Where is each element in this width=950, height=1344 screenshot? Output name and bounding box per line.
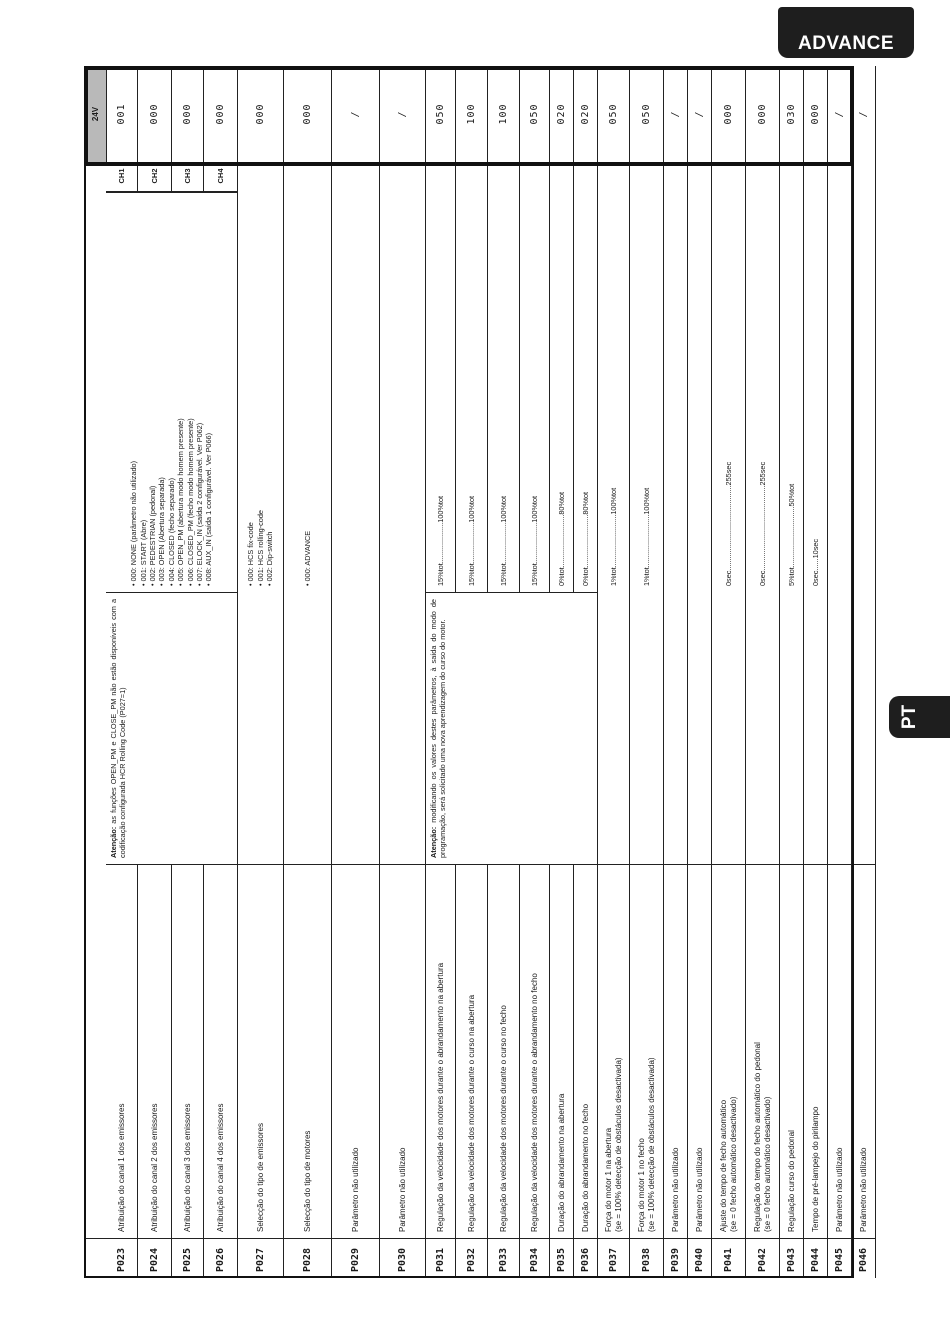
brand-name: ADVANCE: [797, 33, 895, 54]
channel-label: CH1: [106, 161, 137, 192]
table-row: [598, 66, 630, 1278]
option-line: • 000: NONE (parâmetro não utilizado): [129, 460, 139, 586]
option-line: • 007: ELOCK_IN (saída 2 configurável. Ver P062): [195, 422, 205, 586]
option-line: 15%tot....................100%tot: [529, 495, 539, 586]
option-line: 0%tot..........................80%tot: [556, 491, 566, 586]
parameter-description: [746, 864, 779, 1238]
table-row: [238, 66, 284, 1278]
parameter-code: P041: [712, 1238, 745, 1278]
note-label: Atenção:: [109, 826, 118, 858]
table-row: [746, 66, 780, 1278]
parameter-options: [488, 162, 519, 592]
parameter-code: P024: [138, 1238, 171, 1278]
default-value: 000: [810, 103, 821, 125]
option-line: • 000: HCS fix-code: [246, 522, 256, 586]
description-line: (se = 100% detecção de obstáculos desactivada): [613, 1057, 623, 1232]
table-row: [804, 66, 828, 1278]
parameter-code: P032: [456, 1238, 487, 1278]
option-line: 1%tot..........................100%tot: [608, 487, 618, 586]
description-line: (se = 0 fecho automático desactivado): [762, 1096, 772, 1232]
option-line: • 004: CLOSED (fecho separado): [166, 477, 176, 586]
default-value: 050: [608, 103, 619, 125]
table-row: [828, 66, 852, 1278]
parameter-description: [380, 864, 425, 1238]
parameter-options: [804, 162, 827, 592]
default-value: 000: [723, 103, 734, 125]
parameter-description: [574, 864, 597, 1238]
default-value: 020: [556, 103, 567, 125]
attention-note: [106, 592, 238, 864]
language-tab: [889, 696, 950, 738]
default-value: 100: [466, 103, 477, 125]
parameter-description: [456, 864, 487, 1238]
description-line: Selecção do tipo de motores: [302, 1130, 312, 1232]
language-label: PT: [899, 704, 920, 730]
table-row: [712, 66, 746, 1278]
option-line: 5%tot..............................50%tot: [786, 483, 796, 586]
option-line: 1%tot..........................100%tot: [641, 487, 651, 586]
parameter-code: P031: [426, 1238, 455, 1278]
parameter-description: [550, 864, 573, 1238]
parameter-options: [746, 162, 779, 592]
parameter-options: [780, 162, 803, 592]
parameter-options: [426, 162, 455, 592]
option-line: 15%tot....................100%tot: [498, 495, 508, 586]
description-line: Selecção do tipo de emissores: [255, 1123, 265, 1232]
parameter-code: P037: [598, 1238, 629, 1278]
parameter-options: [456, 162, 487, 592]
option-line: 15%tot....................100%tot: [466, 495, 476, 586]
option-line: • 002: PEDESTRIAN (pedonal): [147, 485, 157, 586]
table-row: [688, 66, 712, 1278]
parameter-code: P034: [520, 1238, 549, 1278]
option-line: 15%tot....................100%tot: [435, 495, 445, 586]
parameter-code: P043: [780, 1238, 803, 1278]
parameter-code: P039: [664, 1238, 687, 1278]
default-value: /: [350, 110, 361, 118]
default-value: 050: [435, 103, 446, 125]
parameter-code: P045: [828, 1238, 851, 1278]
table-row: [284, 66, 332, 1278]
description-line: Regulação da velocidade dos motores durante o curso no fecho: [498, 1005, 508, 1232]
description-line: Força do motor 1 na abertura: [603, 1127, 613, 1232]
channel-options: [106, 192, 238, 592]
table-row: [380, 66, 426, 1278]
parameter-code: P029: [332, 1238, 379, 1278]
parameter-description: [712, 864, 745, 1238]
table-row: [780, 66, 804, 1278]
parameter-description: [828, 864, 851, 1238]
option-line: 0sec..........................................255sec: [723, 461, 733, 586]
parameter-description: [520, 864, 549, 1238]
parameter-code: P044: [804, 1238, 827, 1278]
parameter-description: [630, 864, 663, 1238]
parameter-code: P033: [488, 1238, 519, 1278]
parameter-code: P042: [746, 1238, 779, 1278]
parameter-code: P038: [630, 1238, 663, 1278]
parameter-description: [332, 864, 379, 1238]
table-row: [332, 66, 380, 1278]
description-line: Duração do abrandamento na abertura: [556, 1093, 566, 1232]
option-line: • 000: ADVANCE: [302, 530, 312, 586]
parameter-description: [688, 864, 711, 1238]
description-line: Atribuição do canal 4 dos emissores: [215, 1103, 225, 1232]
parameter-code: P035: [550, 1238, 573, 1278]
default-value: 100: [498, 103, 509, 125]
default-value: 030: [786, 103, 797, 125]
parameter-description: [852, 864, 875, 1238]
description-line: Parâmetro não utilizado: [397, 1147, 407, 1232]
parameter-code: P036: [574, 1238, 597, 1278]
parameter-code: P026: [204, 1238, 237, 1278]
table-row: [852, 66, 876, 1278]
parameter-options: [712, 162, 745, 592]
channel-label: CH4: [204, 161, 237, 192]
note-text: as funções OPEN_PM e CLOSE_PM não estão disponíveis com a codificação configurada HCR Rolling Code (P027=1): [109, 599, 128, 858]
option-line: • 002: Dip-switch: [265, 531, 275, 586]
parameter-description: [780, 864, 803, 1238]
option-line: • 001: HCS rolling-code: [255, 510, 265, 586]
parameter-options: [630, 162, 663, 592]
parameter-options: [574, 162, 597, 592]
channel-label: CH3: [172, 161, 203, 192]
parameter-code: P023: [106, 1238, 137, 1278]
advance-logo: [778, 7, 914, 58]
description-line: Duração do abrandamento no fecho: [580, 1103, 590, 1232]
parameter-options: [550, 162, 573, 592]
default-value: /: [670, 110, 681, 118]
description-line: Regulação da velocidade dos motores durante o abrandamento na abertura: [435, 962, 445, 1232]
parameter-description: [204, 864, 237, 1238]
option-line: 0sec..........................................255sec: [757, 461, 767, 586]
option-line: • 001: START (Abre): [138, 519, 148, 586]
default-value: 050: [529, 103, 540, 125]
parameter-code: P028: [284, 1238, 331, 1278]
description-line: Força do motor 1 no fecho: [636, 1138, 646, 1232]
option-line: • 003: OPEN (Abertura separada): [157, 477, 167, 586]
parameter-description: [664, 864, 687, 1238]
option-line: • 006: CLOSED_PM (fecho modo homem presente): [185, 418, 195, 586]
parameter-description: [238, 864, 283, 1238]
parameter-options: [284, 162, 331, 592]
channel-label: CH2: [138, 161, 171, 192]
description-line: (se = 0 fecho automático desactivado): [728, 1096, 738, 1232]
description-line: Atribuição do canal 1 dos emissores: [116, 1103, 126, 1232]
description-line: Regulação curso do pedonal: [786, 1130, 796, 1232]
description-line: Parâmetro não utilizado: [350, 1147, 360, 1232]
default-value: 000: [302, 103, 313, 125]
note-text: modificando os valores destes parâmetros, à saída do modo de programação, será solicitado uma nova aprendizagem do curso do motor.: [429, 599, 448, 858]
attention-note: [426, 592, 598, 864]
table-row: [630, 66, 664, 1278]
default-value: 000: [757, 103, 768, 125]
parameter-code: P027: [238, 1238, 283, 1278]
parameter-code: P046: [852, 1238, 875, 1278]
option-line: • 005: OPEN_PM (abertura modo homem presente): [176, 418, 186, 586]
default-value: 000: [215, 103, 226, 125]
parameter-description: [106, 864, 137, 1238]
description-line: (se = 100% detecção de obstáculos desactivada): [646, 1057, 656, 1232]
default-value: 000: [149, 103, 160, 125]
description-line: Regulação da velocidade dos motores durante o curso na abertura: [466, 994, 476, 1232]
note-label: Atenção:: [429, 826, 438, 858]
parameter-description: [172, 864, 203, 1238]
parameter-description: [488, 864, 519, 1238]
option-line: 0sec......10sec: [810, 538, 820, 586]
option-line: • 008: AUX_IN (saída 1 configurável. Ver P066): [204, 432, 214, 586]
parameter-description: [284, 864, 331, 1238]
value-column-header: 24V: [84, 66, 107, 162]
parameter-description: [804, 864, 827, 1238]
default-value: 050: [641, 103, 652, 125]
description-line: Regulação da velocidade dos motores durante o abrandamento no fecho: [529, 973, 539, 1232]
default-value: /: [858, 110, 869, 118]
parameter-options: [598, 162, 629, 592]
description-line: Parâmetro não utilizado: [834, 1147, 844, 1232]
default-value: /: [834, 110, 845, 118]
description-line: Tempo de pré-lampejo do pirilampo: [810, 1106, 820, 1232]
default-value: /: [397, 110, 408, 118]
parameter-code: P030: [380, 1238, 425, 1278]
parameter-table: [84, 66, 869, 1278]
parameter-options: [238, 162, 283, 592]
parameter-code: P040: [688, 1238, 711, 1278]
parameter-code: P025: [172, 1238, 203, 1278]
description-line: Atribuição do canal 2 dos emissores: [149, 1103, 159, 1232]
table-row: [664, 66, 688, 1278]
parameter-options: [520, 162, 549, 592]
parameter-description: [598, 864, 629, 1238]
parameter-description: [138, 864, 171, 1238]
description-line: Regulação do tempo do fecho automático do pedonal: [752, 1042, 762, 1232]
default-value: 000: [255, 103, 266, 125]
description-line: Parâmetro não utilizado: [694, 1147, 704, 1232]
description-line: Parâmetro não utilizado: [858, 1147, 868, 1232]
default-value: 020: [580, 103, 591, 125]
parameter-description: [426, 864, 455, 1238]
default-value: 000: [182, 103, 193, 125]
option-line: 0%tot..........................80%tot: [580, 491, 590, 586]
description-line: Ajuste do tempo de fecho automático: [718, 1099, 728, 1232]
default-value: 001: [116, 103, 127, 125]
description-line: Parâmetro não utilizado: [670, 1147, 680, 1232]
description-line: Atribuição do canal 3 dos emissores: [182, 1103, 192, 1232]
default-value: /: [694, 110, 705, 118]
